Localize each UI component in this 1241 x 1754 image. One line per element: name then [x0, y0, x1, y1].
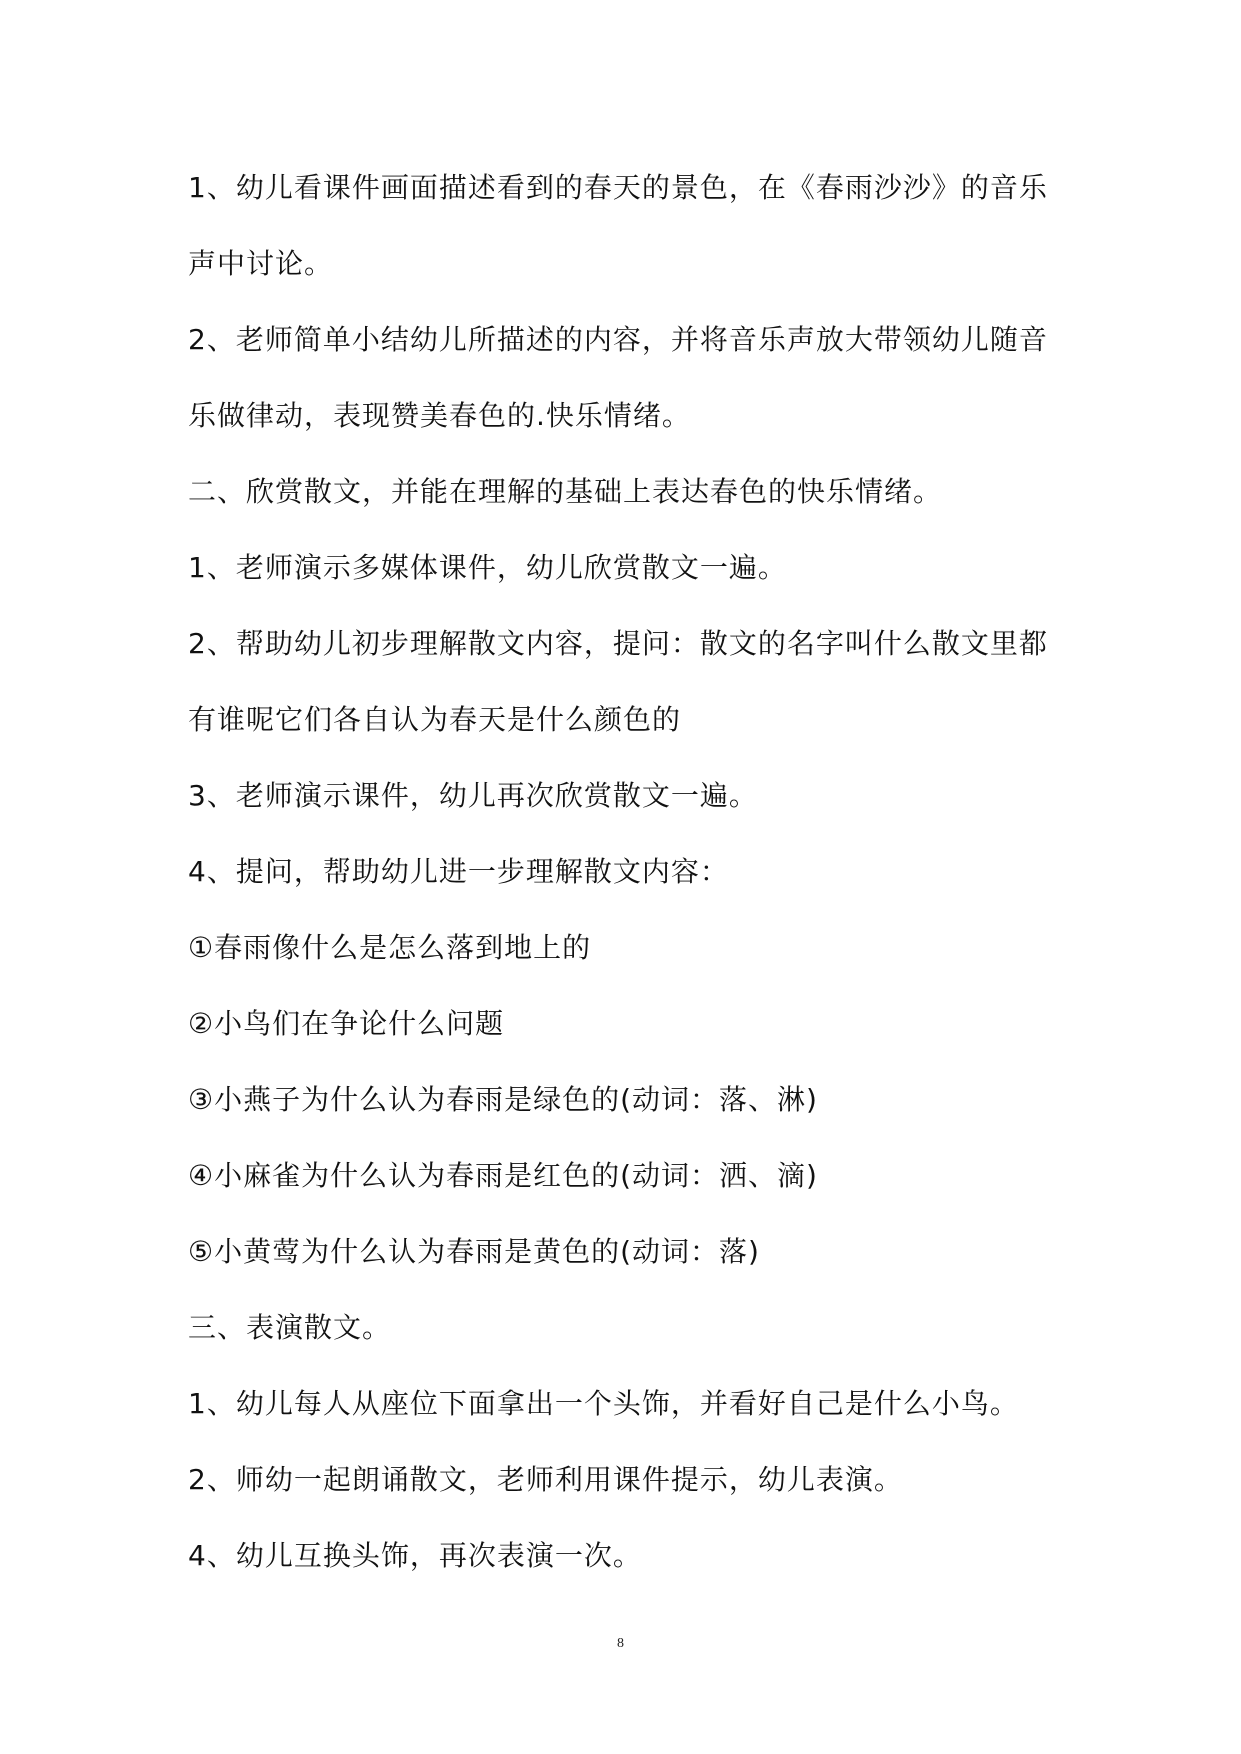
question-item: ②小鸟们在争论什么问题 [188, 1007, 505, 1040]
text-line: 2、师幼一起朗诵散文，老师利用课件提示，幼儿表演。 [188, 1463, 903, 1496]
page-number: 8 [617, 1636, 624, 1651]
section-heading: 三、表演散文。 [188, 1311, 392, 1344]
text-line: 2、帮助幼儿初步理解散文内容，提问：散文的名字叫什么散文里都 [188, 627, 1048, 660]
text-line: 2、老师简单小结幼儿所描述的内容，并将音乐声放大带领幼儿随音 [188, 323, 1048, 356]
question-item: ⑤小黄莺为什么认为春雨是黄色的(动词：落) [188, 1235, 760, 1268]
question-item: ①春雨像什么是怎么落到地上的 [188, 931, 592, 964]
text-line: 4、幼儿互换头饰，再次表演一次。 [188, 1539, 642, 1572]
text-line: 声中讨论。 [188, 247, 334, 280]
text-line: 4、提问，帮助幼儿进一步理解散文内容： [188, 855, 729, 888]
section-heading: 二、欣赏散文，并能在理解的基础上表达春色的快乐情绪。 [188, 475, 943, 508]
question-item: ③小燕子为什么认为春雨是绿色的(动词：落、淋) [188, 1083, 818, 1116]
text-line: 1、幼儿看课件画面描述看到的春天的景色，在《春雨沙沙》的音乐 [188, 171, 1048, 204]
text-line: 乐做律动，表现赞美春色的.快乐情绪。 [188, 399, 691, 432]
document-body [188, 150, 1068, 1594]
question-item: ④小麻雀为什么认为春雨是红色的(动词：洒、滴) [188, 1159, 818, 1192]
text-line: 3、老师演示课件，幼儿再次欣赏散文一遍。 [188, 779, 758, 812]
text-line: 有谁呢它们各自认为春天是什么颜色的 [188, 703, 682, 736]
text-line: 1、老师演示多媒体课件，幼儿欣赏散文一遍。 [188, 551, 787, 584]
text-line: 1、幼儿每人从座位下面拿出一个头饰，并看好自己是什么小鸟。 [188, 1387, 1019, 1420]
